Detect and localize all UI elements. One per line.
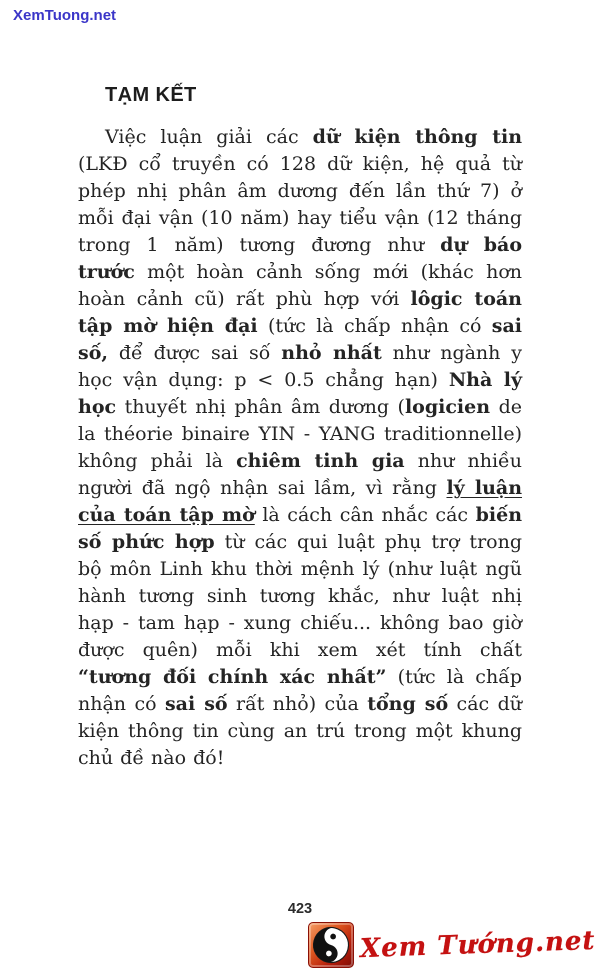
yin-yang-icon (308, 922, 354, 968)
site-logo (308, 922, 595, 968)
logo-text: Xem Tướng.net (359, 925, 596, 965)
page-number: 423 (287, 901, 313, 917)
section-heading: TẠM KẾT (105, 84, 197, 106)
watermark-text: XemTuong.net (13, 7, 117, 24)
page-content (78, 84, 522, 772)
body-paragraph: Việc luận giải các dữ kiện thông tin (LKĐ cổ truyền có 128 dữ kiện, hệ quả từ phép nhị phân âm dương đến lần thứ 7) ở mỗi đại vận (10 năm) hay tiểu vận (12 tháng trong 1 năm) tương đương như dự báo trước một hoàn cảnh sống mới (khác hơn hoàn cảnh cũ) rất phù hợp với lôgic toán tập mờ hiện đại (tức là chấp nhận có sai số, để được sai số nhỏ nhất như ngành y học vận dụng: p < 0.5 chẳng hạn) Nhà lý học thuyết nhị phân âm dương (logicien de la théorie binaire YIN - YANG traditionnelle) không phải là chiêm tinh gia như nhiều người đã ngộ nhận sai lầm, vì rằng lý luận của toán tập mờ là cách cân nhắc các biến số phức hợp từ các qui luật phụ trợ trong bộ môn Linh khu thời mệnh lý (như luật ngũ hành tương sinh tương khắc, như luật nhị hạp - tam hạp - xung chiếu... không bao giờ được quên) mỗi khi xem xét tính chất “tương đối chính xác nhất” (tức là chấp nhận có sai số rất nhỏ) của tổng số các dữ kiện thông tin cùng an trú trong một khung chủ đề nào đó! (78, 126, 523, 769)
